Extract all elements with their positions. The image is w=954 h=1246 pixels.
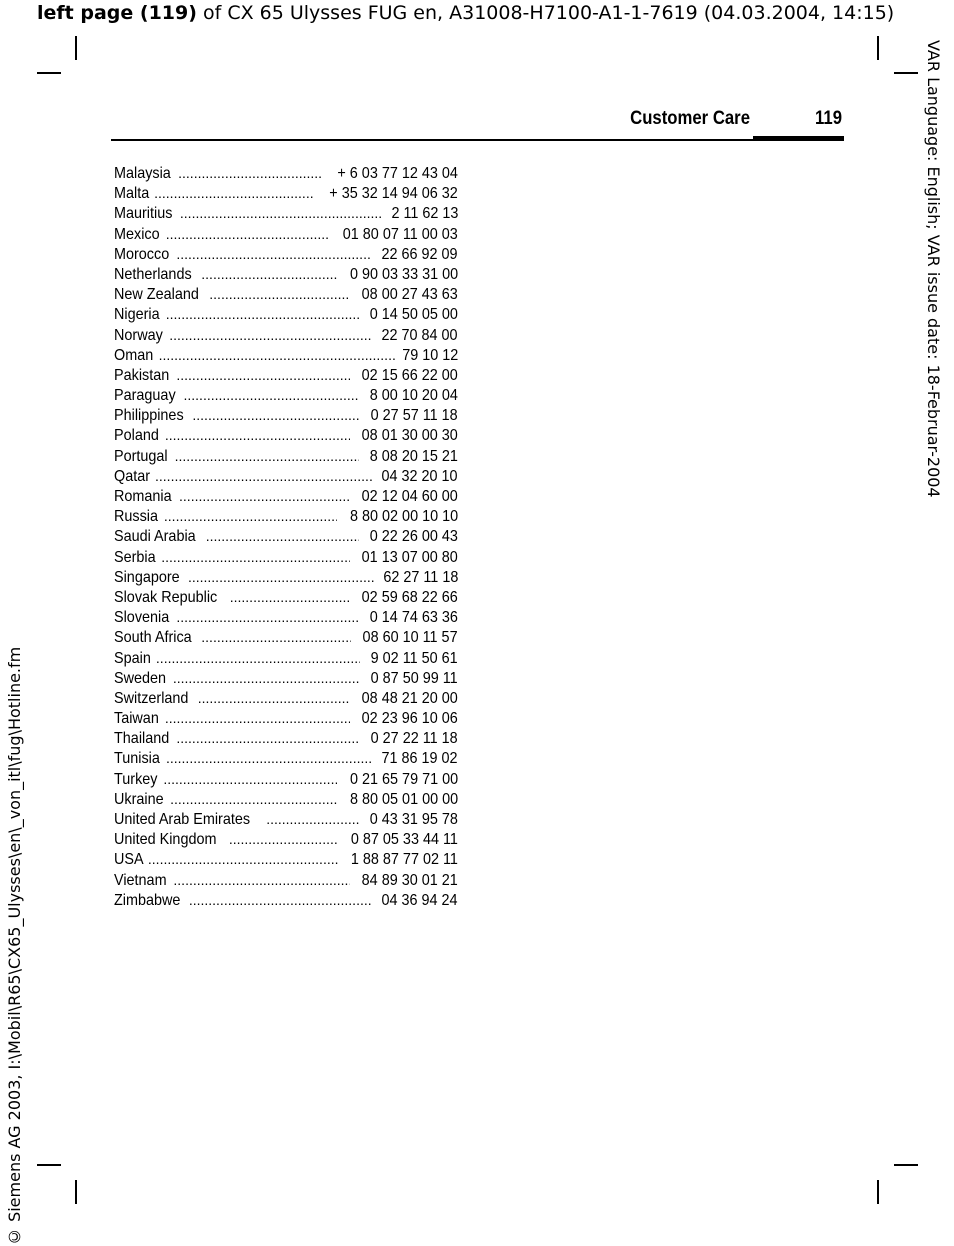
hotline-row [114,264,458,284]
print-info-line [37,0,894,26]
phone-number: 04 32 20 10 [381,467,458,485]
phone-number: + 35 32 14 94 06 32 [329,185,458,203]
dot-leader [173,870,350,891]
phone-number: 0 90 03 33 31 00 [349,265,458,283]
crop-mark-bl-h [37,1164,61,1166]
country-name: Qatar [114,467,151,485]
phone-number: 1 88 87 77 02 11 [350,851,458,869]
country-name: Switzerland [114,689,189,707]
country-name: United Arab Emirates [114,811,251,828]
dot-leader [166,224,329,245]
crop-mark-br-h [894,1164,918,1166]
hotline-row [114,789,458,809]
hotline-row [114,284,458,304]
country-name: Portugal [114,447,168,465]
hotline-row [114,870,458,890]
hotline-row [114,183,458,203]
dot-leader [184,385,360,406]
hotline-row [114,526,458,546]
hotline-row [114,849,458,869]
dot-leader [164,506,337,527]
phone-number: 0 14 50 05 00 [369,306,458,324]
dot-leader [229,829,338,850]
crop-mark-tl-h [37,72,61,74]
phone-number: 22 70 84 00 [381,326,458,344]
phone-number: 02 15 66 22 00 [361,366,458,384]
country-name: Romania [114,488,172,505]
phone-number: 02 12 04 60 00 [361,488,458,505]
hotline-row [114,728,458,748]
country-name: Turkey [114,770,158,788]
dot-leader [148,849,338,870]
phone-number: 0 14 74 63 36 [369,609,458,627]
country-name: Philippines [114,407,184,425]
dot-leader [165,708,350,729]
phone-number: 08 60 10 11 57 [362,629,458,647]
country-name: Vietnam [114,871,167,889]
phone-number: 0 22 26 00 43 [369,528,458,546]
country-name: Zimbabwe [114,891,181,909]
dot-leader [176,728,360,749]
dot-leader [155,466,372,487]
hotline-row [114,587,458,607]
hotline-row [114,607,458,627]
phone-number: 08 01 30 00 30 [361,427,458,445]
hotline-row [114,486,458,506]
country-name: United Kingdom [114,831,217,849]
country-name: New Zealand [114,286,199,304]
dot-leader [192,405,360,426]
phone-number: 01 13 07 00 80 [361,548,458,566]
dot-leader [166,304,359,325]
country-name: Russia [114,508,159,526]
country-name: Slovenia [114,609,170,627]
phone-number: 2 11 62 13 [391,205,458,223]
dot-leader [266,809,359,830]
print-info-bold: left page (119) [37,2,197,24]
hotline-row [114,244,458,264]
dot-leader [156,648,360,669]
dot-leader [179,486,350,507]
country-name: Taiwan [114,710,159,728]
country-name: Tunisia [114,750,160,768]
hotline-row [114,708,458,728]
crop-mark-tl-v [75,36,77,60]
country-name: South Africa [114,629,192,647]
phone-number: + 6 03 77 12 43 04 [337,165,458,182]
country-name: Slovak Republic [114,588,218,606]
phone-number: 71 86 19 02 [381,750,458,768]
dot-leader [165,425,350,446]
phone-number: 8 00 10 20 04 [369,387,458,405]
crop-mark-br-v [877,1180,879,1204]
country-name: USA [114,851,144,869]
country-name: Serbia [114,548,156,566]
country-name: Sweden [114,669,167,687]
dot-leader [161,547,350,568]
print-info-rest: of CX 65 Ulysses FUG en, A31008-H7100-A1-1-7619 (04.03.2004, 14:15) [196,2,895,24]
hotline-row [114,405,458,425]
hotline-row [114,203,458,223]
header-rule [111,139,844,141]
hotline-row [114,890,458,910]
phone-number: 02 23 96 10 06 [361,710,458,728]
country-name: Spain [114,649,151,667]
dot-leader [176,244,372,265]
dot-leader [209,284,350,305]
dot-leader [189,890,373,911]
country-name: Malta [114,185,150,203]
dot-leader [163,769,337,790]
hotline-row [114,769,458,789]
hotline-row [114,809,458,829]
hotline-list [114,163,458,910]
hotline-row [114,385,458,405]
hotline-row [114,567,458,587]
country-name: Norway [114,326,163,344]
dot-leader [201,627,351,648]
hotline-row [114,627,458,647]
phone-number: 02 59 68 22 66 [361,588,458,606]
hotline-row [114,325,458,345]
phone-number: 0 87 05 33 44 11 [350,831,458,849]
country-name: Mauritius [114,205,173,223]
hotline-row [114,829,458,849]
country-name: Netherlands [114,265,192,283]
dot-leader [188,567,374,588]
section-title: Customer Care [630,108,750,129]
crop-mark-tr-v [877,36,879,60]
hotline-row [114,668,458,688]
phone-number: 84 89 30 01 21 [361,871,458,889]
dot-leader [201,264,337,285]
hotline-row [114,748,458,768]
phone-number: 0 21 65 79 71 00 [349,770,458,788]
hotline-row [114,446,458,466]
phone-number: 9 02 11 50 61 [370,649,458,667]
country-name: Poland [114,427,159,445]
hotline-row [114,163,458,183]
phone-number: 0 43 31 95 78 [369,811,458,828]
phone-number: 04 36 94 24 [381,891,458,909]
phone-number: 0 27 57 11 18 [370,407,458,425]
country-name: Mexico [114,225,160,243]
phone-number: 8 80 05 01 00 00 [349,790,458,808]
country-name: Morocco [114,245,170,263]
dot-leader [159,345,395,366]
hotline-row [114,425,458,445]
dot-leader [154,183,314,204]
phone-number: 8 80 02 00 10 10 [349,508,458,526]
phone-number: 0 27 22 11 18 [370,730,458,748]
country-name: Thailand [114,730,170,748]
dot-leader [166,748,372,769]
dot-leader [176,607,359,628]
country-name: Malaysia [114,165,171,182]
country-name: Nigeria [114,306,160,324]
hotline-row [114,688,458,708]
country-name: Ukraine [114,790,164,808]
phone-number: 22 66 92 09 [381,245,458,263]
phone-number: 62 27 11 18 [382,568,458,586]
dot-leader [170,789,337,810]
dot-leader [175,446,360,467]
var-language-note: VAR Language: English; VAR issue date: 18-Februar-2004 [924,40,943,498]
country-name: Oman [114,346,154,364]
dot-leader [180,203,383,224]
hotline-row [114,365,458,385]
dot-leader [230,587,351,608]
hotline-row [114,466,458,486]
country-name: Pakistan [114,366,170,384]
country-name: Saudi Arabia [114,528,196,546]
country-name: Singapore [114,568,180,586]
dot-leader [176,365,350,386]
page-number: 119 [815,108,842,129]
phone-number: 79 10 12 [401,346,458,364]
dot-leader [206,526,359,547]
hotline-row [114,506,458,526]
phone-number: 8 08 20 15 21 [369,447,458,465]
phone-number: 0 87 50 99 11 [370,669,458,687]
dot-leader [178,163,323,184]
dot-leader [198,688,351,709]
file-path-note: © Siemens AG 2003, I:\Mobil\R65\CX65_Ulysses\en\_von_itl\fug\Hotline.fm [5,646,24,1246]
hotline-row [114,648,458,668]
page-number-underline [753,136,844,141]
crop-mark-bl-v [75,1180,77,1204]
hotline-row [114,304,458,324]
country-name: Paraguay [114,387,176,405]
hotline-row [114,224,458,244]
dot-leader [169,325,372,346]
phone-number: 08 48 21 20 00 [361,689,458,707]
crop-mark-tr-h [894,72,918,74]
phone-number: 01 80 07 11 00 03 [342,225,458,243]
hotline-row [114,345,458,365]
dot-leader [173,668,360,689]
phone-number: 08 00 27 43 63 [361,286,458,304]
hotline-row [114,547,458,567]
